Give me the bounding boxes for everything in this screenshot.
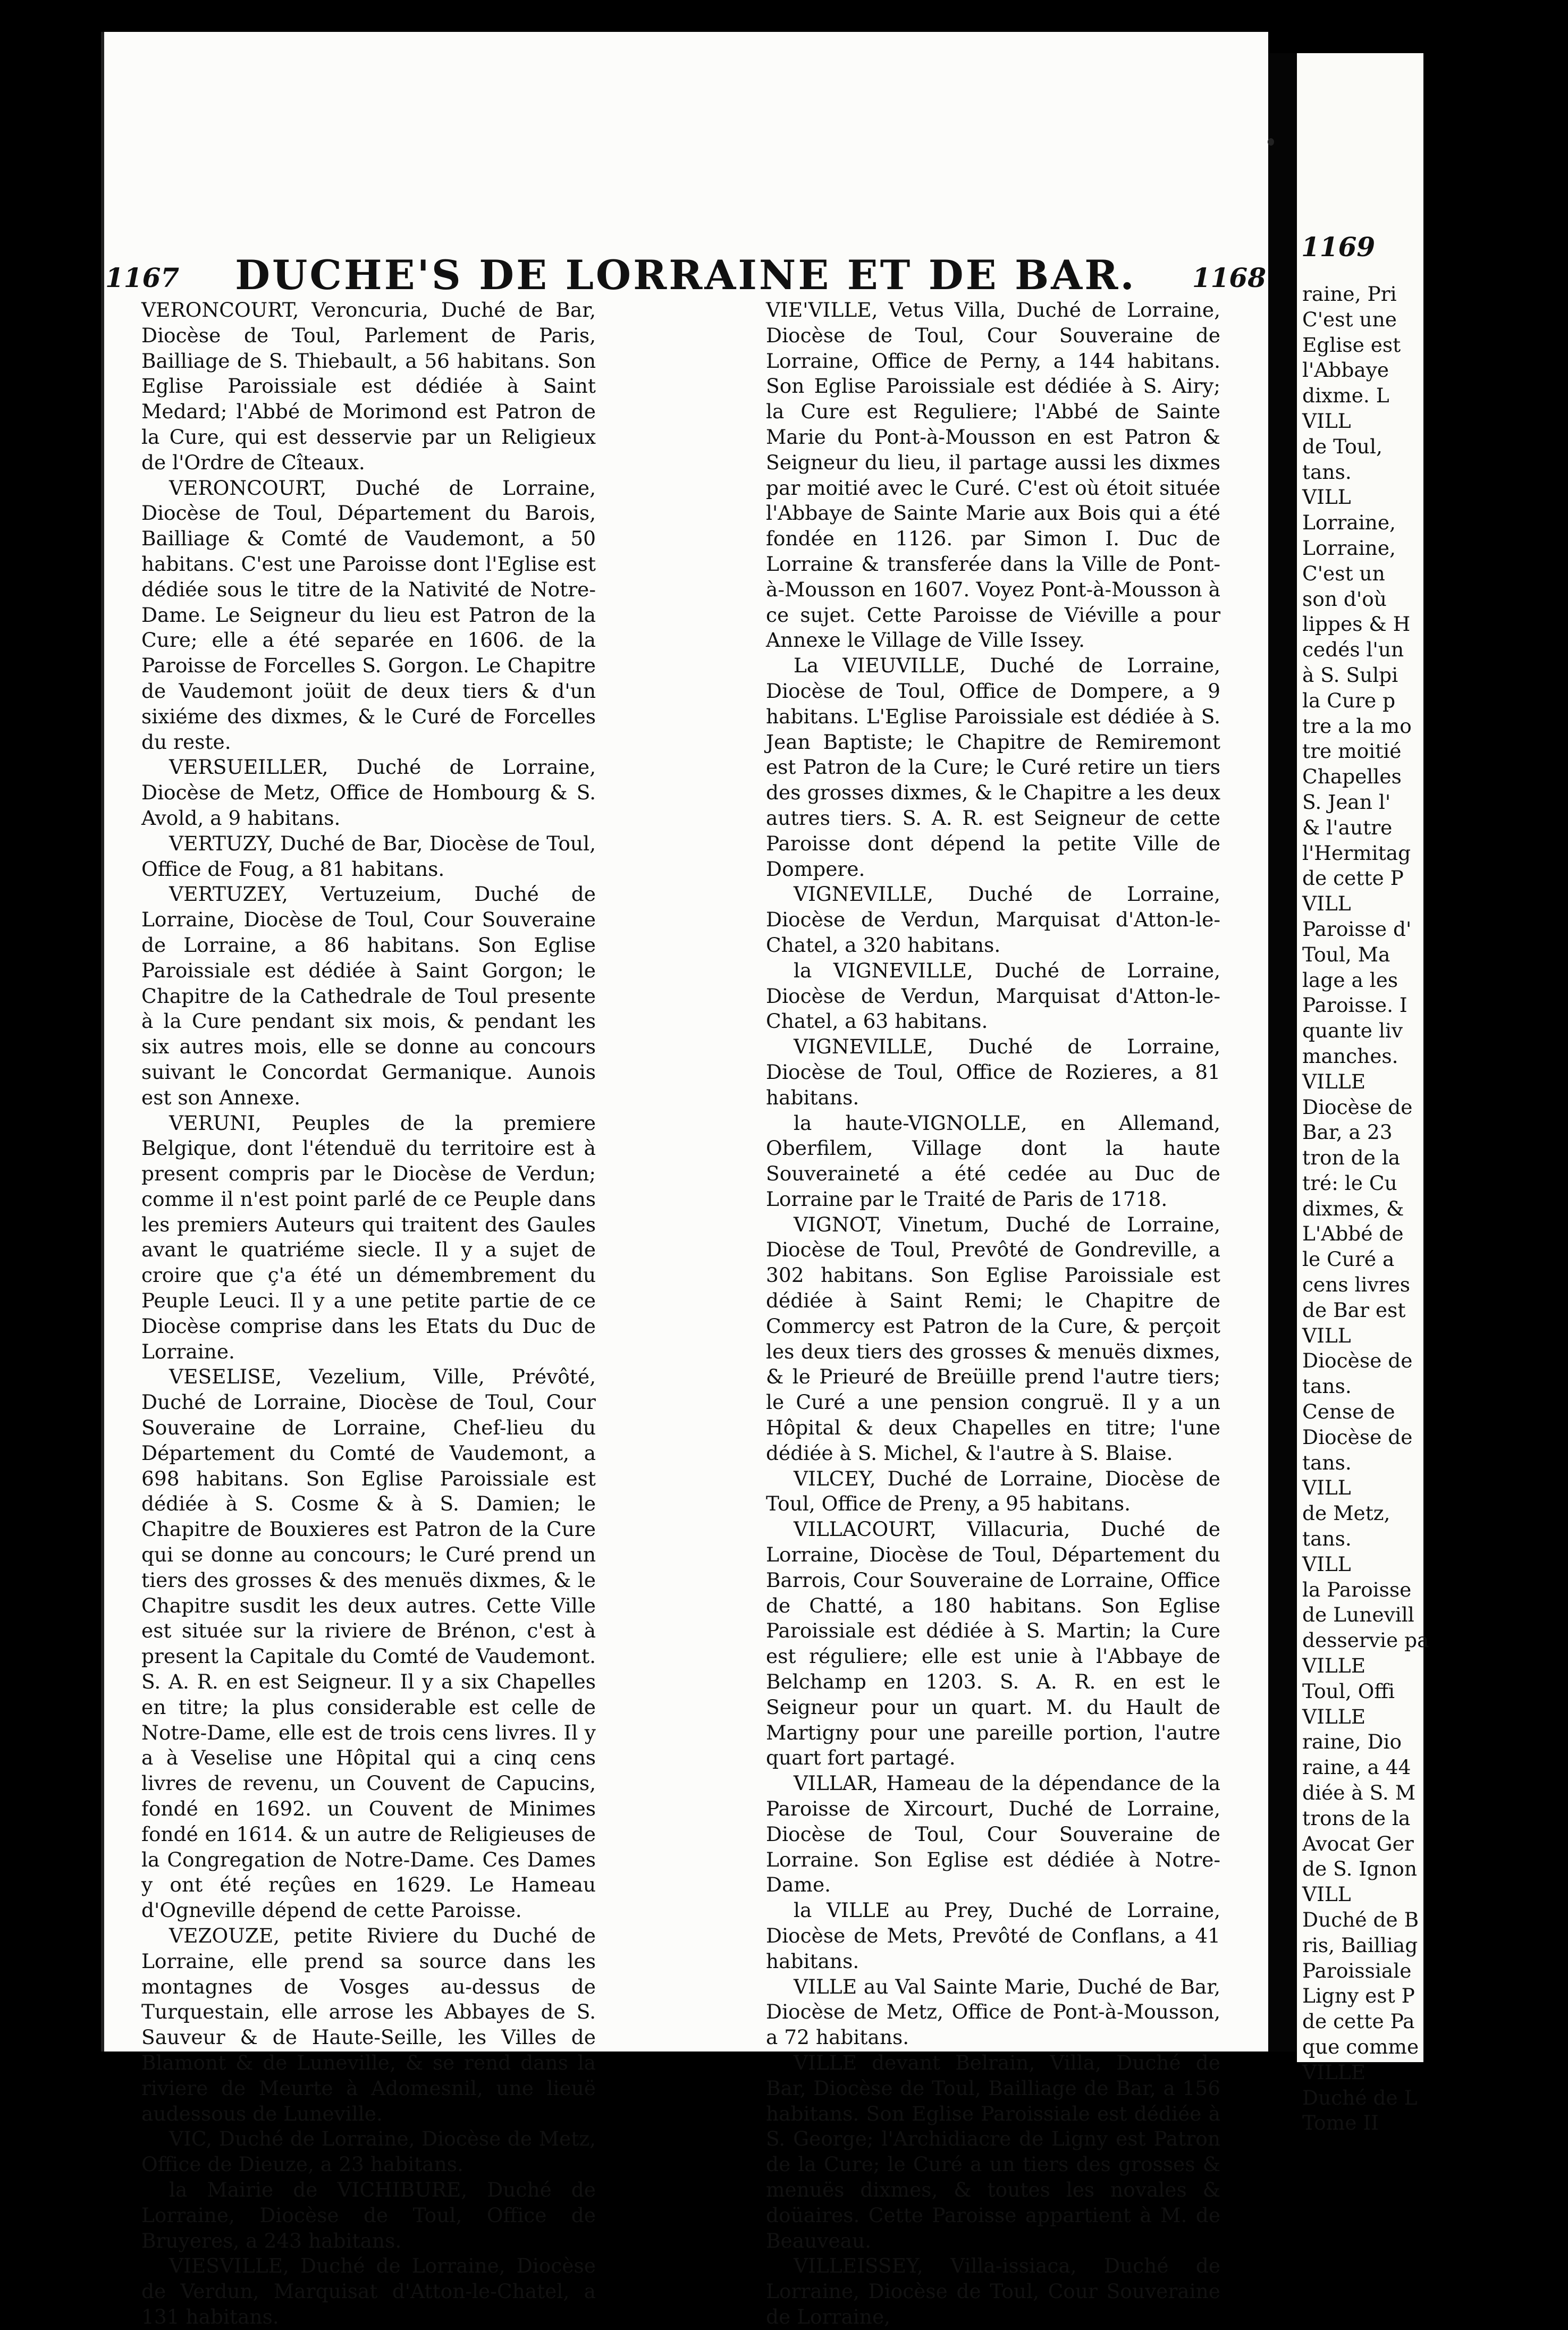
entry: la VIGNEVILLE, Duché de Lorraine, Diocèse de Verdun, Marquisat d'Atton-le-Chatel, a 63 habitans. [766,958,1220,1033]
adjacent-page-line: VILLE [1302,1069,1366,1093]
adjacent-page-line: Paroisse d' [1302,917,1412,941]
adjacent-page-line: de cette P [1302,866,1404,890]
entry: VILLEISSEY, Villa-issiaca, Duché de Lorraine, Diocèse de Toul, Cour Souveraine de Lorraine, [766,2254,1220,2328]
adjacent-page-line: cens livres [1302,1273,1411,1297]
adjacent-page-line: tans. [1302,460,1352,484]
adjacent-page-line: de Bar est [1302,1298,1406,1322]
adjacent-page-line: & l'autre [1302,815,1393,839]
adjacent-page-line: trons de la [1302,1806,1411,1830]
adjacent-page-line: cedés l'un [1302,638,1404,662]
adjacent-page-line: C'est une [1302,307,1397,331]
entry: VIC, Duché de Lorraine, Diocèse de Metz, Office de Dieuze, a 23 habitans. [141,2127,596,2176]
adjacent-page-line: dixmes, & [1302,1196,1404,1220]
adjacent-page-line: tre moitié [1302,739,1402,763]
entry: VIGNOT, Vinetum, Duché de Lorraine, Diocèse de Toul, Prevôté de Gondreville, a 302 habitans. Son Eglise Paroissiale est dédiée à Saint Remi; le Chapitre de Commercy est Patron de la Cure, & perçoit les deux tiers des grosses & menuës dixmes, & le Prieuré de Breüille prend l'autre tiers; le Curé a une pension congruë. Il y a un Hôpital & deux Chapelles en titre; l'une dédiée à S. Michel, & l'autre à S. Blaise. [766,1212,1220,1465]
entry: la VILLE au Prey, Duché de Lorraine, Diocèse de Mets, Prevôté de Conflans, a 41 habitans. [766,1898,1220,1973]
adjacent-page-line: Eglise est [1302,333,1401,357]
adjacent-page-line: VILL [1302,409,1351,433]
adjacent-page-line: VILL [1302,892,1351,916]
adjacent-page-line: de S. Ignon [1302,1857,1418,1881]
adjacent-page-line: Bar, a 23 [1302,1120,1393,1144]
adjacent-page-line: VILL [1302,1323,1351,1347]
adjacent-page-line: Paroissiale [1302,1958,1412,1982]
adjacent-page-line: VILL [1302,485,1351,509]
adjacent-page-line: l'Hermitag [1302,841,1411,865]
adjacent-page-line: quante liv [1302,1019,1403,1043]
entry: VIGNEVILLE, Duché de Lorraine, Diocèse de Verdun, Marquisat d'Atton-le-Chatel, a 320 habitans. [766,882,1220,957]
page-number-next: 1169 [1301,231,1376,263]
adjacent-page-line: desservie pa [1302,1628,1429,1652]
adjacent-page-line: Diocèse de [1302,1095,1413,1119]
adjacent-page-line: tans. [1302,1374,1352,1398]
adjacent-page-line: VILLE [1302,1704,1366,1728]
page-number-right: 1168 [1192,262,1266,293]
adjacent-page-line: l'Abbaye [1302,358,1389,382]
entry: VILLAR, Hameau de la dépendance de la Paroisse de Xircourt, Duché de Lorraine, Diocèse de Toul, Cour Souveraine de Lorraine. Son Eglise est dédiée à Notre-Dame. [766,1771,1220,1897]
adjacent-page-line: que comme [1302,2034,1419,2058]
adjacent-page-line: VILL [1302,1882,1351,1906]
speck-mark [1268,138,1274,146]
adjacent-page-line: Tome II [1302,2111,1379,2135]
entry: VERONCOURT, Duché de Lorraine, Diocèse de Toul, Département du Barois, Bailliage & Comté de Vaudemont, a 50 habitans. C'est une Paroisse dont l'Eglise est dédiée sous le titre de la Nativité de Notre-Dame. Le Seigneur du lieu est Patron de la Cure; elle a été separée en 1606. de la Paroisse de Forcelles S. Gorgon. Le Chapitre de Vaudemont joüit de deux tiers & d'un sixiéme des dixmes, & le Curé de Forcelles du reste. [141,476,596,754]
entry: VERSUEILLER, Duché de Lorraine, Diocèse de Metz, Office de Hombourg & S. Avold, a 9 habitans. [141,755,596,830]
adjacent-page-line: dixme. L [1302,384,1389,408]
entry: VILCEY, Duché de Lorraine, Diocèse de Toul, Office de Preny, a 95 habitans. [766,1466,1220,1516]
entry: VILLE devant Belrain, Villa, Duché de Bar, Diocèse de Toul, Bailliage de Bar, a 156 habitans. Son Eglise Paroissiale est dédiée à S. George; l'Archidiacre de Ligny est Patron de la Cure; le Curé a un tiers des grosses & menuës dixmes, & toutes les novales & doüaires. Cette Paroisse appartient à M. de Beauveau. [766,2050,1220,2252]
adjacent-page-line: C'est un [1302,561,1385,585]
entry: la haute-VIGNOLLE, en Allemand, Oberfilem, Village dont la haute Souveraineté a été cedée au Duc de Lorraine par le Traité de Paris de 1718. [766,1111,1220,1211]
adjacent-page-line: Ligny est P [1302,1984,1415,2008]
adjacent-page-line: S. Jean l' [1302,790,1391,814]
entry: VERUNI, Peuples de la premiere Belgique, dont l'étenduë du territoire est à present compris par le Diocèse de Verdun; comme il n'est point parlé de ce Peuple dans les premiers Auteurs qui traitent des Gaules avant le quatriéme siecle. Il y a sujet de croire que ç'a été un démembrement du Peuple Leuci. Il y a une petite partie de ce Diocèse comprise dans les Etats du Duc de Lorraine. [141,1111,596,1363]
entry: La VIEUVILLE, Duché de Lorraine, Diocèse de Toul, Office de Dompere, a 9 habitans. L'Eglise Paroissiale est dédiée à S. Jean Baptiste; le Chapitre de Remiremont est Patron de la Cure; le Curé retire un tiers des grosses dixmes, & le Chapitre a les deux autres tiers. S. A. R. est Seigneur de cette Paroisse dont dépend la petite Ville de Dompere. [766,654,1220,881]
adjacent-page-line: Lorraine, [1302,511,1396,535]
adjacent-page-line: lippes & H [1302,612,1411,636]
adjacent-page-line: Cense de [1302,1400,1395,1424]
adjacent-page-line: raine, Pri [1302,282,1397,306]
entry: VILLE au Val Sainte Marie, Duché de Bar, Diocèse de Metz, Office de Pont-à-Mousson, a 72 habitans. [766,1974,1220,2049]
adjacent-page-line: tron de la [1302,1146,1401,1170]
adjacent-page-line: Duché de L [1302,2086,1418,2109]
adjacent-page-line: le Curé a [1302,1247,1395,1271]
adjacent-page-line: de Metz, [1302,1501,1390,1525]
adjacent-page-line: tre a la mo [1302,714,1412,738]
adjacent-page-line: Diocèse de [1302,1425,1413,1449]
adjacent-page-line: VILLE [1302,1654,1366,1678]
adjacent-page-line: VILL [1302,1552,1351,1576]
adjacent-page-line: lage a les [1302,968,1398,992]
adjacent-page-line: de cette Pa [1302,2010,1415,2033]
adjacent-page-line: la Paroisse [1302,1577,1412,1601]
entry: VERONCOURT, Veroncuria, Duché de Bar, Diocèse de Toul, Parlement de Paris, Bailliage de S. Thiebault, a 56 habitans. Son Eglise Paroissiale est dédiée à Saint Medard; l'Abbé de Morimond est Patron de la Cure, qui est desservie par un Religieux de l'Ordre de Cîteaux. [141,298,596,474]
adjacent-page-line: Diocèse de [1302,1349,1413,1373]
adjacent-page-line: tans. [1302,1527,1352,1551]
adjacent-page-line: Toul, Offi [1302,1679,1395,1703]
adjacent-page-line: manches. [1302,1044,1398,1068]
entry: VILLACOURT, Villacuria, Duché de Lorraine, Diocèse de Toul, Département du Barrois, Cour Souveraine de Lorraine, Office de Chatté, a 180 habitans. Son Eglise Paroissiale est dédiée à S. Martin; la Cure est réguliere; elle est unie à l'Abbaye de Belchamp en 1203. S. A. R. en est le Seigneur pour un quart. M. du Hault de Martigny pour une pareille portion, l'autre quart fort partagé. [766,1517,1220,1770]
running-head [105,233,1266,307]
right-column [766,298,1220,2328]
page-number-left: 1167 [105,262,180,293]
entry: VERTUZEY, Vertuzeium, Duché de Lorraine, Diocèse de Toul, Cour Souveraine de Lorraine, a 86 habitans. Son Eglise Paroissiale est dédiée à Saint Gorgon; le Chapitre de la Cathedrale de Toul presente à la Cure pendant six mois, & pendant les six autres mois, elle se donne au concours suivant le Concordat Germanique. Aunois est son Annexe. [141,882,596,1109]
adjacent-page-line: Paroisse. I [1302,993,1407,1017]
adjacent-page-line: L'Abbé de [1302,1222,1404,1246]
adjacent-page-line: Avocat Ger [1302,1831,1414,1855]
entry: VEZOUZE, petite Riviere du Duché de Lorraine, elle prend sa source dans les montagnes de Vosges au-dessus de Turquestain, elle arrose les Abbayes de S. Sauveur & de Haute-Seille, les Villes de Blamont & de Luneville, & se rend dans la riviere de Meurte à Adomesnil, une lieuë audessous de Luneville. [141,1924,596,2125]
entry: VIGNEVILLE, Duché de Lorraine, Diocèse de Toul, Office de Rozieres, a 81 habitans. [766,1035,1220,1109]
adjacent-page-line: Duché de B [1302,1908,1419,1931]
adjacent-page-line: de Toul, [1302,434,1382,458]
adjacent-page-line: Chapelles [1302,765,1402,789]
page-title: DUCHE'S DE LORRAINE ET DE BAR. [235,251,1136,299]
entry: VESELISE, Vezelium, Ville, Prévôté, Duché de Lorraine, Diocèse de Toul, Cour Souveraine de Lorraine, Chef-lieu du Département du Comté de Vaudemont, a 698 habitans. Son Eglise Paroissiale est dédiée à S. Cosme & à S. Damien; le Chapitre de Bouxieres est Patron de la Cure qui se donne au concours; le Curé prend un tiers des grosses & des menuës dixmes, & le Chapitre susdit les deux autres. Cette Ville est située sur la riviere de Brénon, c'est à present la Capitale du Comté de Vaudemont. S. A. R. en est Seigneur. Il y a six Chapelles en titre; la plus considerable est celle de Notre-Dame, elle est de trois cens livres. Il y a à Veselise une Hôpital qui a cinq cens livres de revenu, un Couvent de Capucins, fondé en 1692. un Couvent de Minimes fondé en 1614. & un autre de Religieuses de la Congregation de Notre-Dame. Ces Dames y ont été reçûes en 1629. Le Hameau d'Ogneville dépend de cette Paroisse. [141,1365,596,1922]
adjacent-page [1297,53,1429,2135]
adjacent-page-line: Toul, Ma [1302,942,1390,966]
adjacent-page-line: tré: le Cu [1302,1171,1397,1195]
entry: VIE'VILLE, Vetus Villa, Duché de Lorraine, Diocèse de Toul, Cour Souveraine de Lorraine, Office de Perny, a 144 habitans. Son Eglise Paroissiale est dédiée à S. Airy; la Cure est Reguliere; l'Abbé de Sainte Marie du Pont-à-Mousson en est Patron & Seigneur du lieu, il partage aussi les dixmes par moitié avec le Curé. C'est où étoit située l'Abbaye de Sainte Marie aux Bois qui a été fondée en 1126. par Simon I. Duc de Lorraine & transferée dans la Ville de Pont-à-Mousson en 1607. Voyez Pont-à-Mousson à ce sujet. Cette Paroisse de Viéville a pour Annexe le Village de Ville Issey. [766,298,1220,652]
adjacent-page-line: de Lunevill [1302,1603,1414,1627]
adjacent-page-column [1302,282,1568,2136]
adjacent-page-line: raine, Dio [1302,1730,1402,1754]
book-page [101,32,1268,2328]
adjacent-page-line: VILLE [1302,2060,1366,2084]
adjacent-page-line: tans. [1302,1450,1352,1474]
adjacent-page-line: son d'où [1302,587,1387,611]
book-gutter [1268,53,1297,2052]
entry: VERTUZY, Duché de Bar, Diocèse de Toul, Office de Foug, a 81 habitans. [141,831,596,881]
adjacent-page-line: la Cure p [1302,688,1396,712]
adjacent-page-line: ris, Bailliag [1302,1933,1418,1957]
adjacent-page-line: diée à S. M [1302,1781,1416,1805]
left-column [141,298,596,2328]
adjacent-page-line: VILL [1302,1476,1351,1500]
adjacent-page-line: raine, a 44 [1302,1755,1411,1779]
entry: la Mairie de VICHIBURE, Duché de Lorraine, Diocèse de Toul, Office de Bruyeres, a 243 habitans. [141,2177,596,2252]
adjacent-page-line: à S. Sulpi [1302,663,1398,687]
entry: VIESVILLE, Duché de Lorraine, Diocèse de Verdun, Marquisat d'Atton-le-Chatel, a 131 habitans. [141,2254,596,2328]
adjacent-page-line: Lorraine, [1302,536,1396,560]
